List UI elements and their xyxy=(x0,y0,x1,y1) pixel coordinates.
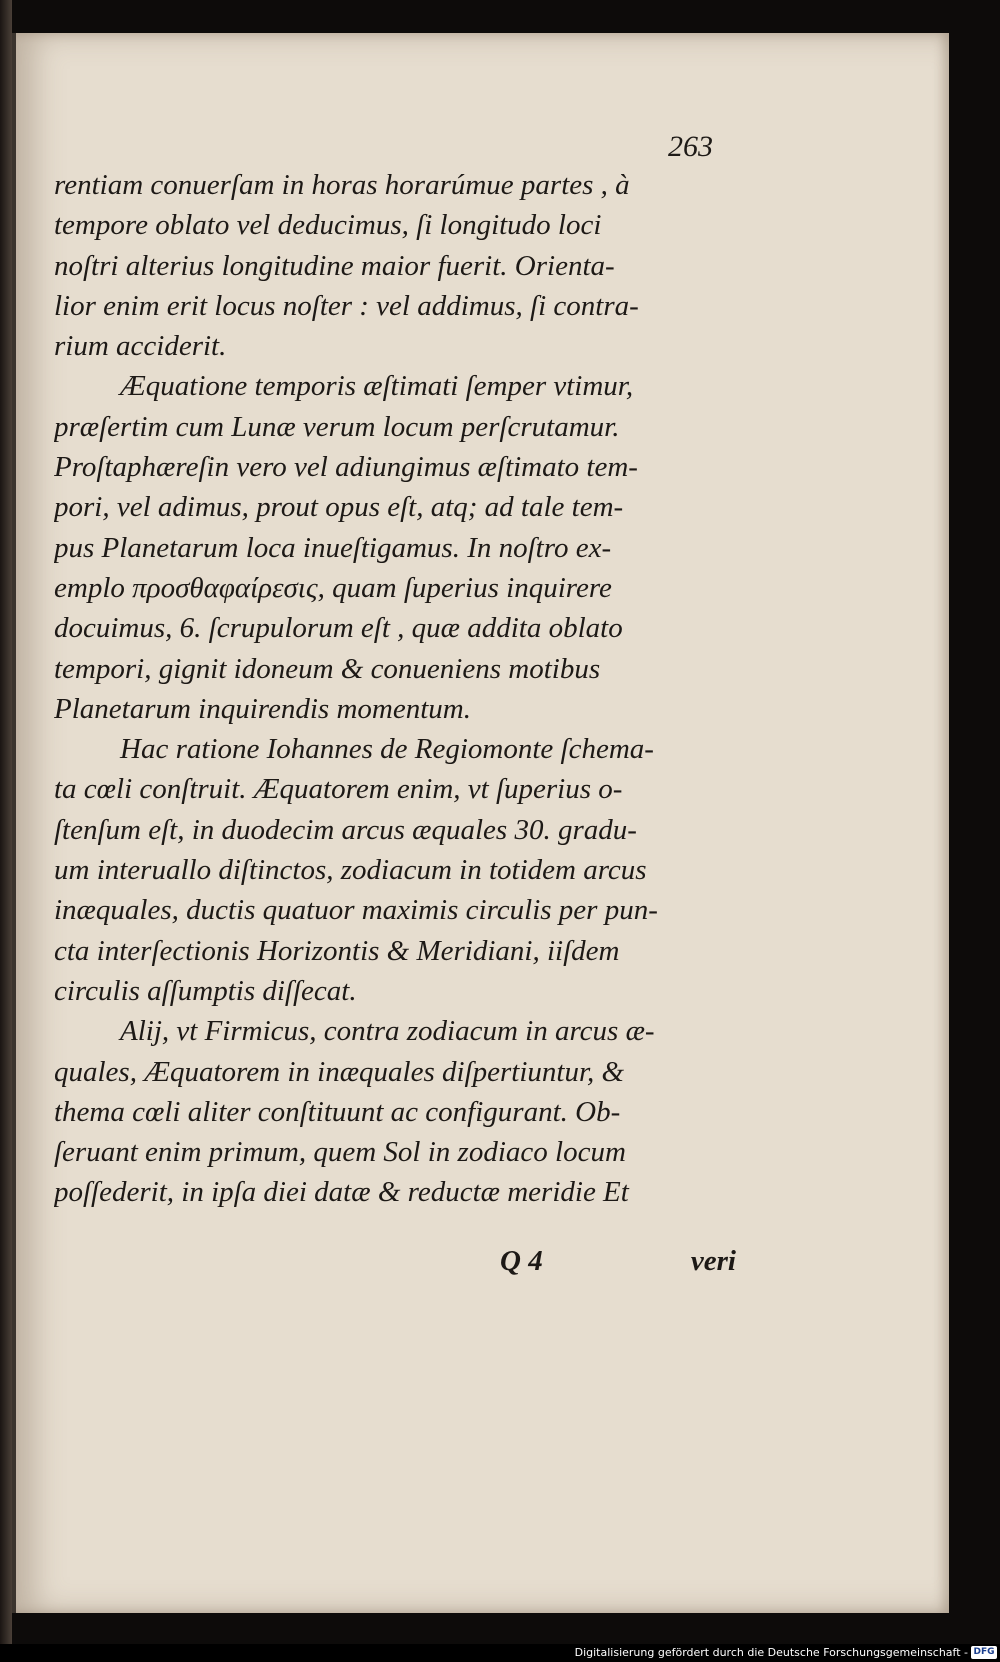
text-line: thema cœli aliter conſtituunt ac configurant. Ob- xyxy=(54,1095,621,1128)
paragraph-start-line: Hac ratione Iohannes de Regiomonte ſchema- xyxy=(120,733,654,766)
catchword: veri xyxy=(690,1245,736,1277)
text-line: Planetarum inquirendis momentum. xyxy=(54,692,471,725)
text-line: emplo προσθαφαίρεσις, quam ſuperius inquirere xyxy=(54,571,612,604)
page-number: 263 xyxy=(668,130,713,163)
book-spine xyxy=(0,0,12,1662)
text-line: ta cœli conſtruit. Æquatorem enim, vt ſuperius o- xyxy=(54,773,623,806)
text-line: quales, Æquatorem in inæquales diſpertiuntur, & xyxy=(54,1055,625,1088)
text-line: tempore oblato vel deducimus, ſi longitudo loci xyxy=(54,209,602,242)
dfg-logo-icon: DFG xyxy=(971,1646,997,1659)
signature-mark: Q 4 xyxy=(500,1245,543,1277)
footer-credit: Digitalisierung gefördert durch die Deutsche Forschungsgemeinschaft - xyxy=(574,1646,968,1659)
text-line: pus Planetarum loca inueſtigamus. In noſtro ex- xyxy=(54,531,612,564)
text-line: circulis aſſumptis diſſecat. xyxy=(54,974,357,1007)
text-line: pori, vel adimus, prout opus eſt, atq; ad tale tem- xyxy=(54,491,624,524)
text-line: docuimus, 6. ſcrupulorum eſt , quæ addita oblato xyxy=(54,612,623,645)
paragraph-start-line: Alij, vt Firmicus, contra zodiacum in arcus æ- xyxy=(120,1015,655,1048)
signature-catchword-row xyxy=(500,1245,736,1285)
text-line: ſtenſum eſt, in duodecim arcus æquales 30. gradu- xyxy=(54,813,637,846)
text-line: inæquales, ductis quatuor maximis circulis per pun- xyxy=(54,894,658,927)
text-line: Proſtaphæreſin vero vel adiungimus æſtimato tem- xyxy=(54,451,638,484)
text-line: cta interſectionis Horizontis & Meridiani, iiſdem xyxy=(54,934,620,967)
text-line: um interuallo diſtinctos, zodiacum in totidem arcus xyxy=(54,854,647,887)
paragraph-start-line: Æquatione temporis æſtimati ſemper vtimur, xyxy=(120,370,634,403)
text-line: lior enim erit locus noſter : vel addimus, ſi contra- xyxy=(54,289,639,322)
text-line: rentiam conuerſam in horas horarúmue partes , à xyxy=(54,169,630,201)
text-line: poſſederit, in ipſa diei datæ & reductæ meridie Et xyxy=(54,1176,629,1209)
text-line: tempori, gignit idoneum & conueniens motibus xyxy=(54,652,601,685)
text-line: præſertim cum Lunæ verum locum perſcrutamur. xyxy=(54,410,620,443)
text-line: noſtri alterius longitudine maior fuerit. Orienta- xyxy=(54,249,615,282)
footer-bar xyxy=(0,1644,1000,1662)
text-line: rium acciderit. xyxy=(54,330,227,363)
body-text xyxy=(54,165,734,1213)
text-line: ſeruant enim primum, quem Sol in zodiaco locum xyxy=(54,1136,626,1169)
